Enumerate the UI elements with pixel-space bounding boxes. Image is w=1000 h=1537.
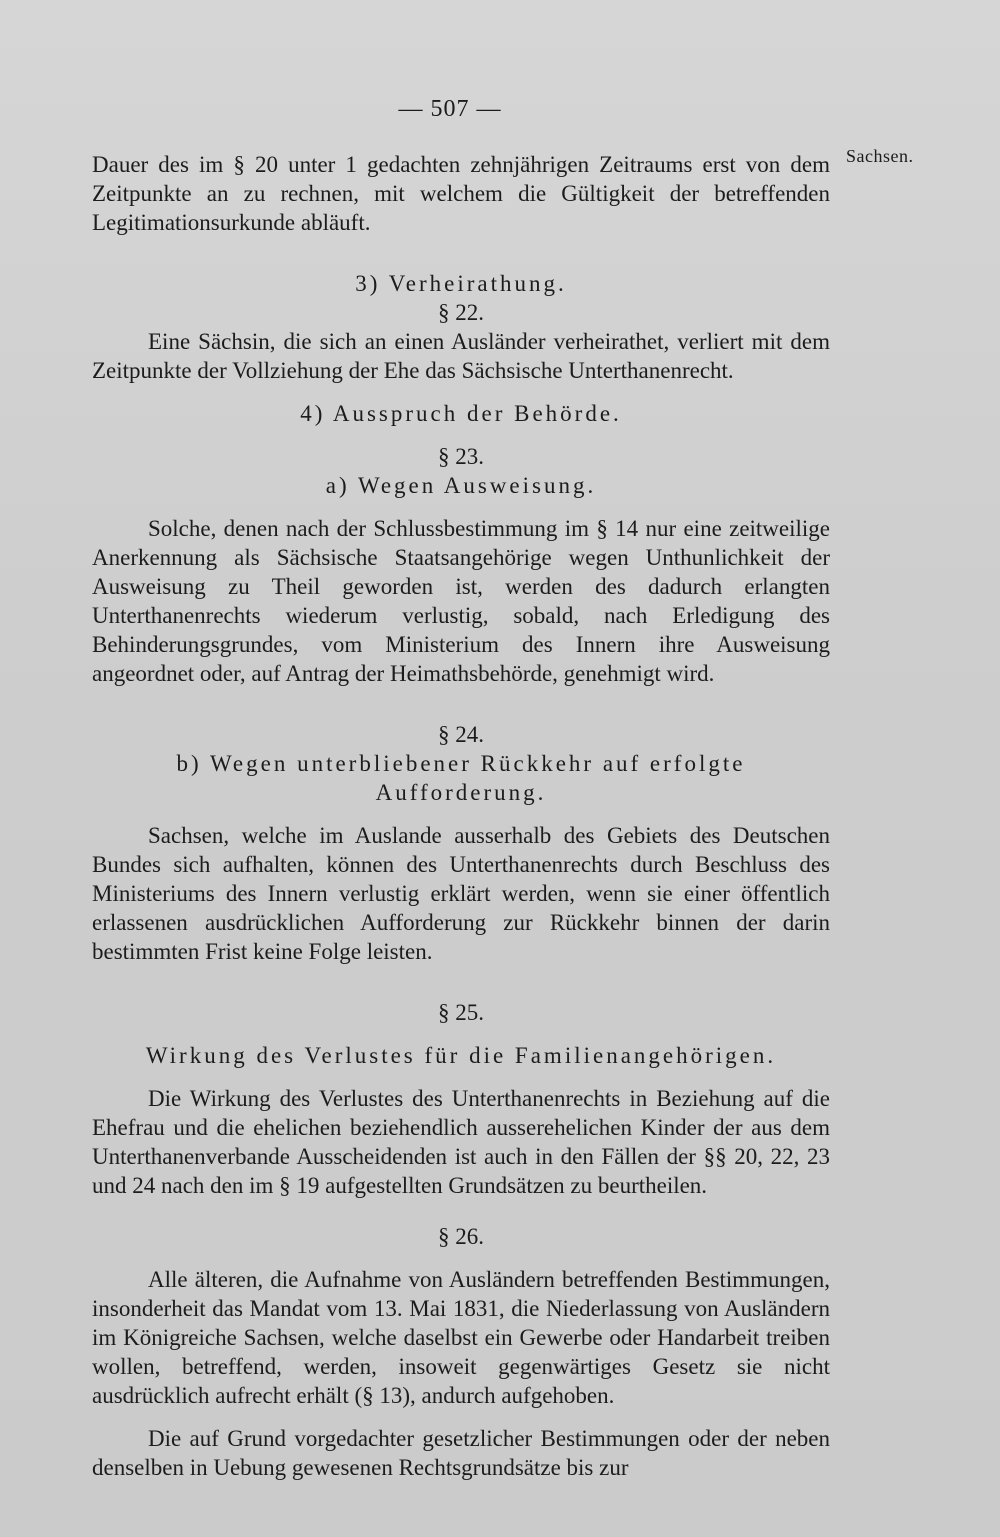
page-number: — 507 — <box>398 96 502 122</box>
paragraph-26-text-1: Alle älteren, die Aufnahme von Ausländern betreffenden Bestimmungen, insonderheit das Mandat vom 13. Mai 1831, die Niederlassung von Ausländern im Königreiche Sachsen, welche daselbst ein Gewerbe oder Handarbeit treiben wollen, betreffend, werden, insoweit gegenwärtiges Gesetz sie nicht ausdrücklich aufrecht erhält (§ 13), andurch aufgehoben. <box>92 1267 830 1408</box>
paragraph-number-23: § 23. <box>438 444 484 469</box>
paragraph-number-24: § 24. <box>438 722 484 747</box>
section-heading-25: Wirkung des Verlustes für die Familienangehörigen. <box>145 1043 777 1068</box>
text-column <box>92 150 830 1482</box>
section-heading-4: 4) Ausspruch der Behörde. <box>300 401 622 426</box>
subheading-a: a) Wegen Ausweisung. <box>325 473 597 498</box>
paragraph-26-text-2: Die auf Grund vorgedachter gesetzlicher Bestimmungen oder der neben denselben in Uebung gewesenen Rechtsgrundsätze bis zur <box>92 1426 830 1480</box>
subheading-b-line-2: Aufforderung. <box>375 780 547 805</box>
continuation-paragraph: Dauer des im § 20 unter 1 gedachten zehnjährigen Zeitraums erst von dem Zeitpunkte an zu rechnen, mit welchem die Gültigkeit der betreffenden Legitimationsurkunde abläuft. <box>92 152 830 235</box>
subheading-b-line-1: b) Wegen unterbliebener Rückkehr auf erfolgte <box>176 751 746 776</box>
paragraph-number-25: § 25. <box>438 1000 484 1025</box>
paragraph-23-text: Solche, denen nach der Schlussbestimmung im § 14 nur eine zeitweilige Anerkennung als Sächsische Staatsangehörige wegen Unthunlichkeit der Ausweisung zu Theil geworden ist, werden des dadurch erlangten Unterthanenrechts wiederum verlustig, sobald, nach Erledigung des Behinderungsgrundes, vom Ministerium des Innern ihre Ausweisung angeordnet oder, auf Antrag der Heimathsbehörde, genehmigt wird. <box>92 516 830 686</box>
paragraph-25-text: Die Wirkung des Verlustes des Unterthanenrechts in Beziehung auf die Ehefrau und die ehelichen beziehendlich ausserehelichen Kinder der aus dem Unterthanenverbande Ausscheidenden ist auch in den Fällen der §§ 20, 22, 23 und 24 nach den im § 19 aufgestellten Grundsätzen zu beurtheilen. <box>92 1086 830 1198</box>
paragraph-24-text: Sachsen, welche im Auslande ausserhalb des Gebiets des Deutschen Bundes sich aufhalten, können des Unterthanenrechts durch Beschluss des Ministeriums des Innern verlustig erklärt werden, wenn sie einer öffentlich erlassenen ausdrücklichen Aufforderung zur Rückkehr binnen der darin bestimmten Frist keine Folge leisten. <box>92 823 830 964</box>
paragraph-22-text: Eine Sächsin, die sich an einen Ausländer verheirathet, verliert mit dem Zeitpunkte der Vollziehung der Ehe das Sächsische Unterthanenrecht. <box>92 329 830 383</box>
section-heading-3: 3) Verheirathung. <box>355 271 567 296</box>
paragraph-number-26: § 26. <box>438 1224 484 1249</box>
paragraph-number-22: § 22. <box>438 300 484 325</box>
margin-note: Sachsen. <box>846 146 914 166</box>
